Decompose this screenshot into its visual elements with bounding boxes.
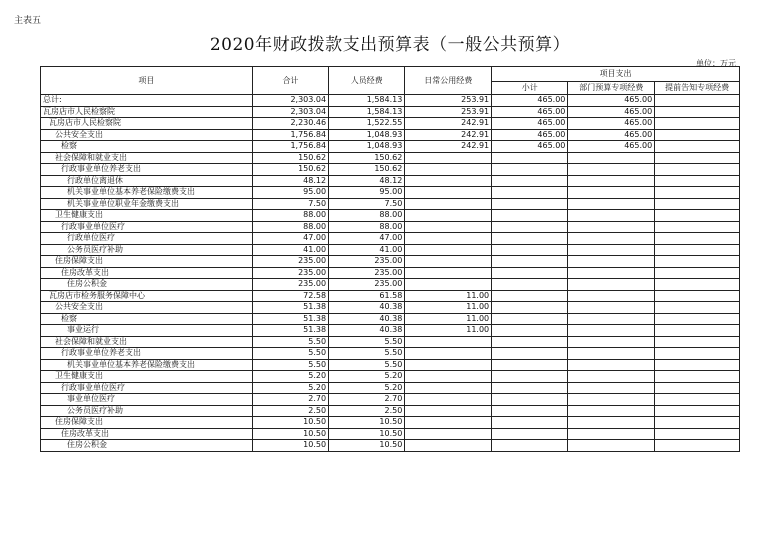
- cell-advance: [655, 359, 740, 371]
- cell-total: 2,303.04: [252, 106, 328, 118]
- cell-advance: [655, 417, 740, 429]
- cell-personnel: 2.70: [329, 394, 405, 406]
- table-row: [41, 325, 740, 337]
- cell-advance: [655, 440, 740, 452]
- cell-subtotal: [492, 348, 568, 360]
- cell-advance: [655, 106, 740, 118]
- cell-advance: [655, 244, 740, 256]
- cell-personnel: 150.62: [329, 152, 405, 164]
- cell-advance: [655, 141, 740, 153]
- cell-item-name: 行政单位离退休: [41, 175, 253, 187]
- cell-advance: [655, 428, 740, 440]
- cell-dept-special: [568, 359, 655, 371]
- cell-advance: [655, 164, 740, 176]
- cell-daily: 242.91: [405, 118, 492, 130]
- cell-subtotal: [492, 187, 568, 199]
- cell-advance: [655, 198, 740, 210]
- cell-item-name: 行政事业单位医疗: [41, 382, 253, 394]
- cell-dept-special: [568, 382, 655, 394]
- cell-personnel: 150.62: [329, 164, 405, 176]
- table-row: [41, 152, 740, 164]
- cell-daily: [405, 359, 492, 371]
- cell-daily: [405, 152, 492, 164]
- cell-total: 95.00: [252, 187, 328, 199]
- table-row: [41, 336, 740, 348]
- cell-item-name: 机关事业单位职业年金缴费支出: [41, 198, 253, 210]
- cell-total: 48.12: [252, 175, 328, 187]
- cell-dept-special: [568, 417, 655, 429]
- cell-total: 5.50: [252, 336, 328, 348]
- cell-dept-special: [568, 210, 655, 222]
- table-row: [41, 313, 740, 325]
- cell-personnel: 5.50: [329, 348, 405, 360]
- cell-advance: [655, 187, 740, 199]
- cell-daily: 253.91: [405, 95, 492, 107]
- cell-daily: 242.91: [405, 129, 492, 141]
- table-row: [41, 256, 740, 268]
- table-row: [41, 95, 740, 107]
- cell-personnel: 235.00: [329, 267, 405, 279]
- header-total: 合计: [252, 67, 328, 95]
- cell-subtotal: 465.00: [492, 129, 568, 141]
- cell-total: 235.00: [252, 256, 328, 268]
- cell-total: 2.70: [252, 394, 328, 406]
- cell-total: 2,303.04: [252, 95, 328, 107]
- cell-item-name: 社会保障和就业支出: [41, 336, 253, 348]
- cell-daily: [405, 371, 492, 383]
- cell-subtotal: [492, 233, 568, 245]
- cell-item-name: 行政事业单位养老支出: [41, 164, 253, 176]
- cell-dept-special: [568, 175, 655, 187]
- cell-subtotal: 465.00: [492, 95, 568, 107]
- cell-personnel: 10.50: [329, 428, 405, 440]
- table-row: [41, 244, 740, 256]
- cell-dept-special: 465.00: [568, 118, 655, 130]
- cell-daily: 242.91: [405, 141, 492, 153]
- table-row: [41, 129, 740, 141]
- cell-dept-special: [568, 325, 655, 337]
- cell-subtotal: 465.00: [492, 141, 568, 153]
- cell-item-name: 机关事业单位基本养老保险缴费支出: [41, 187, 253, 199]
- cell-advance: [655, 210, 740, 222]
- cell-subtotal: [492, 175, 568, 187]
- cell-total: 41.00: [252, 244, 328, 256]
- cell-item-name: 住房改革支出: [41, 267, 253, 279]
- cell-subtotal: [492, 394, 568, 406]
- cell-total: 88.00: [252, 210, 328, 222]
- table-row: [41, 371, 740, 383]
- cell-total: 150.62: [252, 152, 328, 164]
- cell-item-name: 检察: [41, 313, 253, 325]
- cell-total: 7.50: [252, 198, 328, 210]
- cell-item-name: 事业单位医疗: [41, 394, 253, 406]
- cell-dept-special: [568, 256, 655, 268]
- cell-dept-special: [568, 336, 655, 348]
- cell-daily: [405, 405, 492, 417]
- cell-daily: 253.91: [405, 106, 492, 118]
- table-row: [41, 233, 740, 245]
- cell-item-name: 卫生健康支出: [41, 210, 253, 222]
- cell-daily: [405, 244, 492, 256]
- cell-total: 88.00: [252, 221, 328, 233]
- header-advance: 提前告知专项经费: [655, 82, 740, 95]
- cell-total: 51.38: [252, 313, 328, 325]
- cell-subtotal: [492, 313, 568, 325]
- cell-daily: [405, 394, 492, 406]
- table-row: [41, 141, 740, 153]
- cell-total: 1,756.84: [252, 141, 328, 153]
- cell-advance: [655, 290, 740, 302]
- cell-item-name: 瓦房店市人民检察院: [41, 106, 253, 118]
- cell-total: 5.50: [252, 359, 328, 371]
- cell-daily: 11.00: [405, 302, 492, 314]
- cell-item-name: 行政单位医疗: [41, 233, 253, 245]
- budget-table: [40, 66, 740, 452]
- cell-total: 51.38: [252, 325, 328, 337]
- cell-advance: [655, 302, 740, 314]
- cell-item-name: 社会保障和就业支出: [41, 152, 253, 164]
- cell-advance: [655, 152, 740, 164]
- cell-item-name: 事业运行: [41, 325, 253, 337]
- cell-total: 150.62: [252, 164, 328, 176]
- table-row: [41, 175, 740, 187]
- cell-item-name: 检察: [41, 141, 253, 153]
- cell-personnel: 1,522.55: [329, 118, 405, 130]
- table-body: [41, 95, 740, 452]
- cell-dept-special: [568, 394, 655, 406]
- cell-dept-special: 465.00: [568, 95, 655, 107]
- cell-personnel: 88.00: [329, 210, 405, 222]
- cell-personnel: 10.50: [329, 417, 405, 429]
- cell-personnel: 10.50: [329, 440, 405, 452]
- cell-subtotal: [492, 359, 568, 371]
- cell-daily: [405, 256, 492, 268]
- cell-personnel: 1,584.13: [329, 95, 405, 107]
- cell-total: 10.50: [252, 417, 328, 429]
- cell-dept-special: [568, 267, 655, 279]
- cell-item-name: 住房公积金: [41, 279, 253, 291]
- table-row: [41, 164, 740, 176]
- cell-item-name: 总计:: [41, 95, 253, 107]
- cell-personnel: 47.00: [329, 233, 405, 245]
- cell-total: 235.00: [252, 267, 328, 279]
- cell-personnel: 61.58: [329, 290, 405, 302]
- cell-daily: [405, 210, 492, 222]
- cell-personnel: 5.20: [329, 371, 405, 383]
- cell-daily: [405, 336, 492, 348]
- header-project-group: 项目支出: [492, 67, 740, 82]
- cell-item-name: 公共安全支出: [41, 129, 253, 141]
- cell-subtotal: [492, 279, 568, 291]
- cell-daily: 11.00: [405, 325, 492, 337]
- table-row: [41, 279, 740, 291]
- cell-dept-special: [568, 290, 655, 302]
- table-header: [41, 67, 740, 95]
- table-row: [41, 187, 740, 199]
- header-item: 项目: [41, 67, 253, 95]
- cell-daily: [405, 440, 492, 452]
- cell-dept-special: [568, 440, 655, 452]
- cell-daily: [405, 221, 492, 233]
- header-daily: 日常公用经费: [405, 67, 492, 95]
- cell-advance: [655, 382, 740, 394]
- cell-daily: 11.00: [405, 290, 492, 302]
- cell-personnel: 5.20: [329, 382, 405, 394]
- cell-dept-special: [568, 313, 655, 325]
- cell-advance: [655, 267, 740, 279]
- table-row: [41, 106, 740, 118]
- cell-subtotal: [492, 152, 568, 164]
- cell-item-name: 卫生健康支出: [41, 371, 253, 383]
- cell-personnel: 1,584.13: [329, 106, 405, 118]
- cell-advance: [655, 371, 740, 383]
- table-row: [41, 359, 740, 371]
- header-dept-special: 部门预算专项经费: [568, 82, 655, 95]
- cell-personnel: 88.00: [329, 221, 405, 233]
- cell-subtotal: [492, 440, 568, 452]
- cell-daily: [405, 428, 492, 440]
- cell-total: 10.50: [252, 440, 328, 452]
- header-personnel: 人员经费: [329, 67, 405, 95]
- cell-item-name: 公共安全支出: [41, 302, 253, 314]
- cell-advance: [655, 233, 740, 245]
- table-row: [41, 428, 740, 440]
- page-title: 2020年财政拨款支出预算表（一般公共预算）: [209, 35, 571, 55]
- cell-subtotal: [492, 244, 568, 256]
- cell-subtotal: [492, 256, 568, 268]
- cell-subtotal: 465.00: [492, 118, 568, 130]
- cell-advance: [655, 405, 740, 417]
- cell-subtotal: [492, 405, 568, 417]
- cell-personnel: 95.00: [329, 187, 405, 199]
- cell-total: 2,230.46: [252, 118, 328, 130]
- cell-dept-special: [568, 221, 655, 233]
- cell-subtotal: [492, 290, 568, 302]
- cell-dept-special: [568, 187, 655, 199]
- cell-subtotal: [492, 325, 568, 337]
- cell-item-name: 公务员医疗补助: [41, 244, 253, 256]
- table-row: [41, 440, 740, 452]
- cell-advance: [655, 279, 740, 291]
- cell-total: 235.00: [252, 279, 328, 291]
- cell-dept-special: [568, 233, 655, 245]
- cell-subtotal: [492, 336, 568, 348]
- cell-personnel: 40.38: [329, 325, 405, 337]
- cell-subtotal: 465.00: [492, 106, 568, 118]
- cell-advance: [655, 325, 740, 337]
- cell-item-name: 住房保障支出: [41, 256, 253, 268]
- cell-personnel: 40.38: [329, 302, 405, 314]
- cell-total: 47.00: [252, 233, 328, 245]
- table-row: [41, 405, 740, 417]
- cell-daily: [405, 164, 492, 176]
- table-row: [41, 118, 740, 130]
- table-row: [41, 417, 740, 429]
- cell-dept-special: [568, 371, 655, 383]
- cell-item-name: 瓦房店市人民检察院: [41, 118, 253, 130]
- cell-daily: [405, 279, 492, 291]
- cell-advance: [655, 221, 740, 233]
- cell-advance: [655, 256, 740, 268]
- cell-dept-special: [568, 164, 655, 176]
- header-subtotal: 小计: [492, 82, 568, 95]
- cell-dept-special: 465.00: [568, 129, 655, 141]
- cell-subtotal: [492, 221, 568, 233]
- cell-advance: [655, 336, 740, 348]
- cell-subtotal: [492, 417, 568, 429]
- cell-personnel: 2.50: [329, 405, 405, 417]
- cell-personnel: 1,048.93: [329, 129, 405, 141]
- cell-advance: [655, 118, 740, 130]
- cell-dept-special: [568, 348, 655, 360]
- cell-daily: [405, 348, 492, 360]
- cell-dept-special: [568, 405, 655, 417]
- cell-personnel: 235.00: [329, 279, 405, 291]
- cell-personnel: 5.50: [329, 336, 405, 348]
- cell-personnel: 41.00: [329, 244, 405, 256]
- table-row: [41, 394, 740, 406]
- cell-daily: [405, 267, 492, 279]
- cell-item-name: 行政事业单位养老支出: [41, 348, 253, 360]
- cell-personnel: 1,048.93: [329, 141, 405, 153]
- table-row: [41, 198, 740, 210]
- cell-item-name: 瓦房店市检务服务保障中心: [41, 290, 253, 302]
- cell-item-name: 住房改革支出: [41, 428, 253, 440]
- cell-total: 51.38: [252, 302, 328, 314]
- cell-item-name: 住房保障支出: [41, 417, 253, 429]
- unit-label: 单位：万元: [696, 59, 736, 68]
- cell-subtotal: [492, 164, 568, 176]
- cell-dept-special: 465.00: [568, 141, 655, 153]
- cell-personnel: 5.50: [329, 359, 405, 371]
- cell-dept-special: [568, 244, 655, 256]
- cell-total: 2.50: [252, 405, 328, 417]
- cell-subtotal: [492, 428, 568, 440]
- cell-personnel: 40.38: [329, 313, 405, 325]
- cell-daily: [405, 417, 492, 429]
- cell-dept-special: 465.00: [568, 106, 655, 118]
- cell-advance: [655, 129, 740, 141]
- cell-total: 10.50: [252, 428, 328, 440]
- cell-advance: [655, 95, 740, 107]
- table-row: [41, 210, 740, 222]
- cell-dept-special: [568, 198, 655, 210]
- table-row: [41, 267, 740, 279]
- cell-daily: [405, 187, 492, 199]
- cell-subtotal: [492, 371, 568, 383]
- cell-personnel: 7.50: [329, 198, 405, 210]
- cell-advance: [655, 175, 740, 187]
- cell-subtotal: [492, 382, 568, 394]
- cell-item-name: 住房公积金: [41, 440, 253, 452]
- cell-subtotal: [492, 267, 568, 279]
- cell-daily: [405, 233, 492, 245]
- cell-advance: [655, 394, 740, 406]
- cell-personnel: 48.12: [329, 175, 405, 187]
- cell-total: 72.58: [252, 290, 328, 302]
- cell-item-name: 行政事业单位医疗: [41, 221, 253, 233]
- cell-daily: [405, 198, 492, 210]
- cell-total: 1,756.84: [252, 129, 328, 141]
- cell-total: 5.20: [252, 382, 328, 394]
- cell-advance: [655, 348, 740, 360]
- table-row: [41, 221, 740, 233]
- cell-advance: [655, 313, 740, 325]
- cell-personnel: 235.00: [329, 256, 405, 268]
- cell-subtotal: [492, 302, 568, 314]
- cell-dept-special: [568, 302, 655, 314]
- table-row: [41, 382, 740, 394]
- cell-item-name: 公务员医疗补助: [41, 405, 253, 417]
- cell-total: 5.20: [252, 371, 328, 383]
- table-row: [41, 348, 740, 360]
- table-number-label: 主表五: [14, 16, 42, 26]
- cell-subtotal: [492, 210, 568, 222]
- cell-daily: [405, 175, 492, 187]
- cell-item-name: 机关事业单位基本养老保险缴费支出: [41, 359, 253, 371]
- cell-dept-special: [568, 428, 655, 440]
- cell-total: 5.50: [252, 348, 328, 360]
- cell-dept-special: [568, 279, 655, 291]
- cell-dept-special: [568, 152, 655, 164]
- cell-daily: 11.00: [405, 313, 492, 325]
- table-row: [41, 302, 740, 314]
- cell-daily: [405, 382, 492, 394]
- table-row: [41, 290, 740, 302]
- cell-subtotal: [492, 198, 568, 210]
